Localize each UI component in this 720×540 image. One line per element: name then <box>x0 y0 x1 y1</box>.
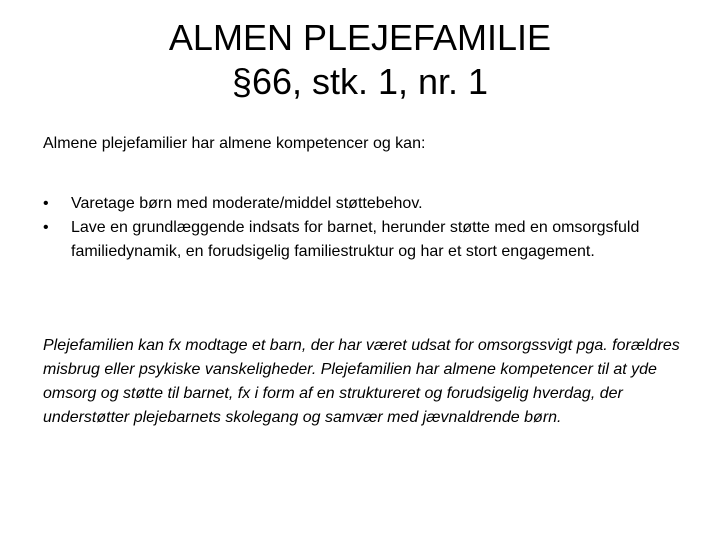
bullet-item <box>43 216 683 264</box>
italic-paragraph: Plejefamilien kan fx modtage et barn, der har været udsat for omsorgssvigt pga. forældres misbrug eller psykiske vanskeligheder. Plejefamilien har almene kompetencer til at yde omsorg og støtte til barnet, fx i form af en struktureret og forudsigelig hverdag, der understøtter plejebarnets skolegang og samvær med jævnaldrende børn. <box>43 337 680 426</box>
intro-text: Almene plejefamilier har almene kompetencer og kan: <box>43 135 426 152</box>
bullet-text: Varetage børn med moderate/middel støttebehov. <box>71 195 423 212</box>
title-line-1: ALMEN PLEJEFAMILIE <box>168 17 552 58</box>
bullet-text: Lave en grundlæggende indsats for barnet, herunder støtte med en omsorgsfuld familiedynamik, en forudsigelig familiestruktur og har et stort engagement. <box>71 219 640 260</box>
bullet-icon: • <box>43 195 49 212</box>
title-line-2: §66, stk. 1, nr. 1 <box>231 61 489 102</box>
slide-title <box>0 16 720 104</box>
bullet-list <box>43 192 683 264</box>
bullet-item <box>43 192 683 216</box>
bullet-icon: • <box>43 219 49 236</box>
